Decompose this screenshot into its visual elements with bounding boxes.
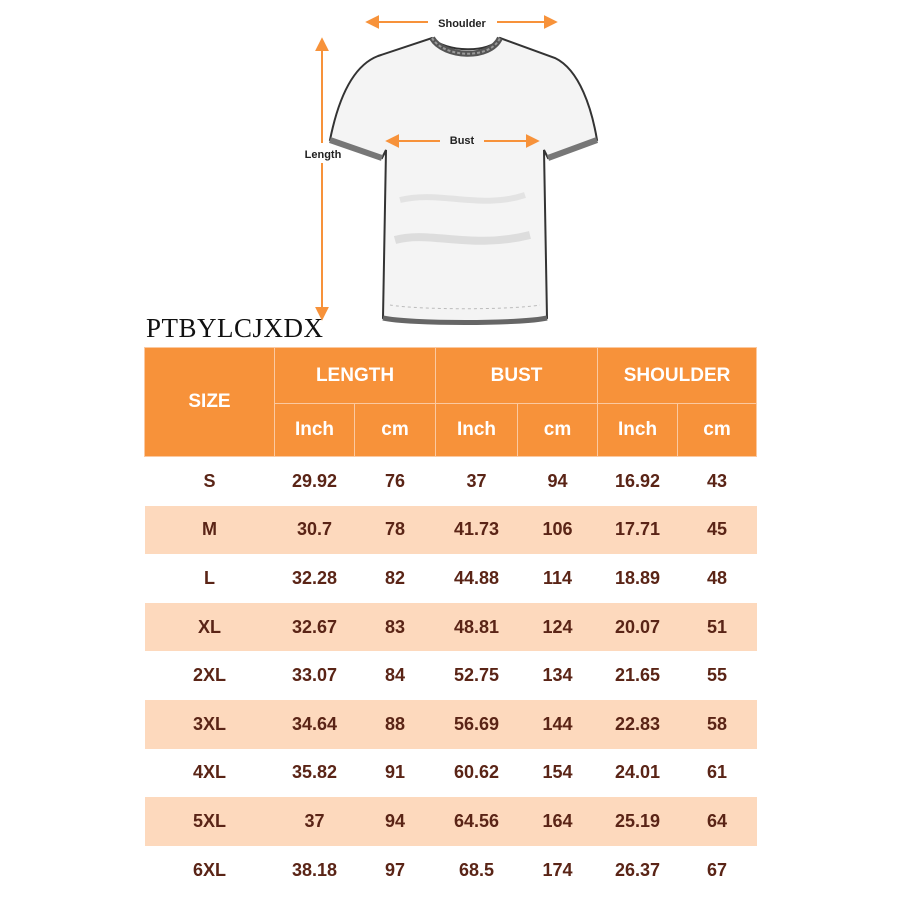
table-row [145, 506, 757, 555]
shoulder-header: SHOULDER [598, 348, 757, 404]
measurement-cell: 41.73 [436, 506, 518, 555]
length-header: LENGTH [275, 348, 436, 404]
measurement-cell: 30.7 [275, 506, 355, 555]
measurement-cell: 144 [518, 700, 598, 749]
measurement-cell: 22.83 [598, 700, 678, 749]
size-header: SIZE [145, 348, 275, 457]
unit-header: Inch [598, 404, 678, 457]
header-row [145, 348, 757, 404]
bust-label: Bust [449, 135, 475, 147]
measurement-cell: 64 [678, 797, 757, 846]
table-row [145, 457, 757, 506]
unit-header: cm [355, 404, 436, 457]
measurement-cell: 124 [518, 603, 598, 652]
size-cell: 3XL [145, 700, 275, 749]
table-row [145, 797, 757, 846]
table-row [145, 554, 757, 603]
measurement-cell: 29.92 [275, 457, 355, 506]
measurement-cell: 48 [678, 554, 757, 603]
unit-header: Inch [275, 404, 355, 457]
measurement-cell: 67 [678, 846, 757, 895]
measurement-cell: 91 [355, 749, 436, 798]
measurement-cell: 17.71 [598, 506, 678, 555]
measurement-cell: 24.01 [598, 749, 678, 798]
measurement-cell: 37 [275, 797, 355, 846]
measurement-cell: 174 [518, 846, 598, 895]
measurement-cell: 164 [518, 797, 598, 846]
table-row [145, 846, 757, 895]
size-cell: 4XL [145, 749, 275, 798]
measurement-cell: 52.75 [436, 651, 518, 700]
measurement-cell: 16.92 [598, 457, 678, 506]
measurement-cell: 35.82 [275, 749, 355, 798]
measurement-cell: 55 [678, 651, 757, 700]
measurement-cell: 37 [436, 457, 518, 506]
measurement-cell: 154 [518, 749, 598, 798]
size-cell: 6XL [145, 846, 275, 895]
measurement-cell: 51 [678, 603, 757, 652]
bust-header: BUST [436, 348, 598, 404]
size-cell: 5XL [145, 797, 275, 846]
shoulder-label: Shoulder [438, 18, 486, 30]
measurement-cell: 61 [678, 749, 757, 798]
measurement-cell: 134 [518, 651, 598, 700]
measurement-cell: 32.28 [275, 554, 355, 603]
size-cell: L [145, 554, 275, 603]
measurement-cell: 84 [355, 651, 436, 700]
measurement-cell: 56.69 [436, 700, 518, 749]
measurement-cell: 44.88 [436, 554, 518, 603]
measurement-cell: 18.89 [598, 554, 678, 603]
measurement-cell: 76 [355, 457, 436, 506]
size-cell: M [145, 506, 275, 555]
size-cell: S [145, 457, 275, 506]
measurement-cell: 114 [518, 554, 598, 603]
measurement-cell: 34.64 [275, 700, 355, 749]
size-cell: XL [145, 603, 275, 652]
table-row [145, 749, 757, 798]
measurement-cell: 68.5 [436, 846, 518, 895]
tshirt-illustration [330, 38, 597, 323]
measurement-cell: 48.81 [436, 603, 518, 652]
table-row [145, 603, 757, 652]
measurement-cell: 106 [518, 506, 598, 555]
measurement-cell: 25.19 [598, 797, 678, 846]
measurement-cell: 94 [518, 457, 598, 506]
size-chart-table [144, 347, 757, 894]
measurement-cell: 45 [678, 506, 757, 555]
table-row [145, 651, 757, 700]
unit-header: cm [518, 404, 598, 457]
tshirt-measurement-diagram [0, 0, 900, 345]
measurement-cell: 58 [678, 700, 757, 749]
measurement-cell: 21.65 [598, 651, 678, 700]
measurement-cell: 83 [355, 603, 436, 652]
measurement-cell: 38.18 [275, 846, 355, 895]
brand-name: PTBYLCJXDX [146, 313, 324, 343]
measurement-cell: 26.37 [598, 846, 678, 895]
measurement-cell: 32.67 [275, 603, 355, 652]
measurement-cell: 60.62 [436, 749, 518, 798]
unit-header: cm [678, 404, 757, 457]
unit-header: Inch [436, 404, 518, 457]
size-cell: 2XL [145, 651, 275, 700]
measurement-cell: 97 [355, 846, 436, 895]
measurement-cell: 20.07 [598, 603, 678, 652]
measurement-cell: 78 [355, 506, 436, 555]
measurement-cell: 43 [678, 457, 757, 506]
length-label: Length [304, 149, 342, 161]
table-row [145, 700, 757, 749]
measurement-cell: 33.07 [275, 651, 355, 700]
measurement-cell: 64.56 [436, 797, 518, 846]
measurement-cell: 82 [355, 554, 436, 603]
measurement-cell: 94 [355, 797, 436, 846]
measurement-cell: 88 [355, 700, 436, 749]
